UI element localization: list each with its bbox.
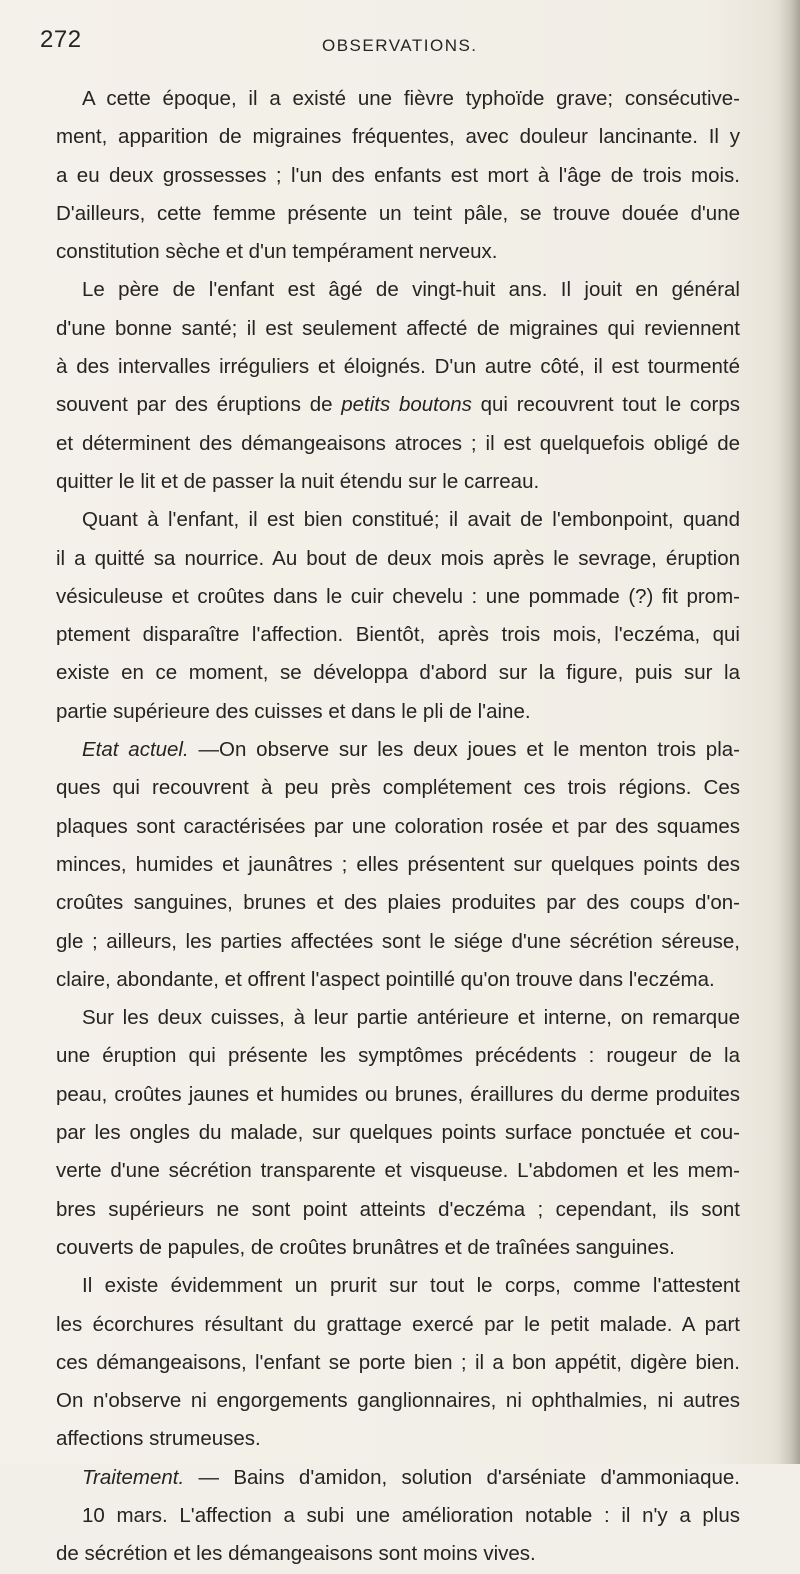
text-line: croûtes sanguines, brunes et des plaies produites par des coups d'on- <box>56 891 740 915</box>
text-segment: — Bains d'amidon, solution d'arséniate d'ammoniaque. <box>184 1465 740 1489</box>
section-heading: Etat actuel. <box>82 738 189 762</box>
page-number: 272 <box>40 26 82 53</box>
italic-phrase: petits boutons <box>341 393 472 417</box>
body-text <box>56 80 740 1574</box>
text-line: partie supérieure des cuisses et dans le pli de l'aine. <box>56 699 531 723</box>
text-line: plaques sont caractérisées par une coloration rosée et par des squames <box>56 814 740 838</box>
page-edge-shadow <box>778 0 800 1464</box>
text-line: ment, apparition de migraines fréquentes, avec douleur lancinante. Il y <box>56 125 740 149</box>
text-line <box>56 386 740 424</box>
text-line: 10 mars. L'affection a subi une amélioration notable : il n'y a plus <box>82 1503 740 1527</box>
text-line: On n'observe ni engorgements ganglionnaires, ni ophthalmies, ni autres <box>56 1389 740 1413</box>
text-segment: —On observe sur les deux joues et le menton trois pla- <box>188 738 740 762</box>
text-line: ptement disparaître l'affection. Bientôt, après trois mois, l'eczéma, qui <box>56 623 740 647</box>
text-line: gle ; ailleurs, les parties affectées sont le siége d'une sécrétion séreuse, <box>56 929 740 953</box>
text-line: claire, abondante, et offrent l'aspect pointillé qu'on trouve dans l'eczéma. <box>56 967 715 991</box>
text-line: Sur les deux cuisses, à leur partie antérieure et interne, on remarque <box>82 1006 740 1030</box>
text-line: ces démangeaisons, l'enfant se porte bien ; il a bon appétit, digère bien. <box>56 1350 740 1374</box>
running-head: OBSERVATIONS. <box>322 36 478 55</box>
text-line: et déterminent des démangeaisons atroces ; il est quelquefois obligé de <box>56 431 740 455</box>
text-line: D'ailleurs, cette femme présente un teint pâle, se trouve douée d'une <box>56 201 740 225</box>
text-line: minces, humides et jaunâtres ; elles présentent sur quelques points des <box>56 852 740 876</box>
text-line: peau, croûtes jaunes et humides ou brunes, éraillures du derme produites <box>56 1082 740 1106</box>
text-segment: souvent par des éruptions de <box>56 393 333 417</box>
text-line: affections strumeuses. <box>56 1427 261 1451</box>
text-line: par les ongles du malade, sur quelques points surface ponctuée et cou- <box>56 1121 740 1145</box>
text-line: les écorchures résultant du grattage exercé par le petit malade. A part <box>56 1312 740 1336</box>
text-line <box>56 731 740 769</box>
section-heading: Traitement. <box>82 1465 185 1489</box>
text-line: d'une bonne santé; il est seulement affecté de migraines qui reviennent <box>56 316 740 340</box>
text-line: il a quitté sa nourrice. Au bout de deux mois après le sevrage, éruption <box>56 546 740 570</box>
text-line: à des intervalles irréguliers et éloignés. D'un autre côté, il est tourmenté <box>56 355 740 379</box>
text-line: constitution sèche et d'un tempérament nerveux. <box>56 240 498 264</box>
text-line: ques qui recouvrent à peu près complétement ces trois régions. Ces <box>56 776 740 800</box>
text-line: couverts de papules, de croûtes brunâtres et de traînées sanguines. <box>56 1235 675 1259</box>
text-line: une éruption qui présente les symptômes précédents : rougeur de la <box>56 1044 740 1068</box>
text-line: vésiculeuse et croûtes dans le cuir chevelu : une pommade (?) fit prom- <box>56 584 740 608</box>
text-line: quitter le lit et de passer la nuit étendu sur le carreau. <box>56 469 540 493</box>
text-line: A cette époque, il a existé une fièvre typhoïde grave; consécutive- <box>82 87 740 110</box>
text-line: Il existe évidemment un prurit sur tout le corps, comme l'attestent <box>82 1274 740 1298</box>
text-line: Le père de l'enfant est âgé de vingt-huit ans. Il jouit en général <box>82 278 740 302</box>
text-line <box>56 1459 740 1497</box>
text-line: de sécrétion et les démangeaisons sont moins vives. <box>56 1542 536 1566</box>
text-segment: qui recouvrent tout le corps <box>471 393 740 417</box>
text-line: bres supérieurs ne sont point atteints d'eczéma ; cependant, ils sont <box>56 1197 740 1221</box>
text-line: verte d'une sécrétion transparente et visqueuse. L'abdomen et les mem- <box>56 1159 740 1183</box>
text-line: a eu deux grossesses ; l'un des enfants est mort à l'âge de trois mois. <box>56 163 740 187</box>
text-line: existe en ce moment, se développa d'abord sur la figure, puis sur la <box>56 661 740 685</box>
text-line: Quant à l'enfant, il est bien constitué; il avait de l'embonpoint, quand <box>82 508 740 532</box>
